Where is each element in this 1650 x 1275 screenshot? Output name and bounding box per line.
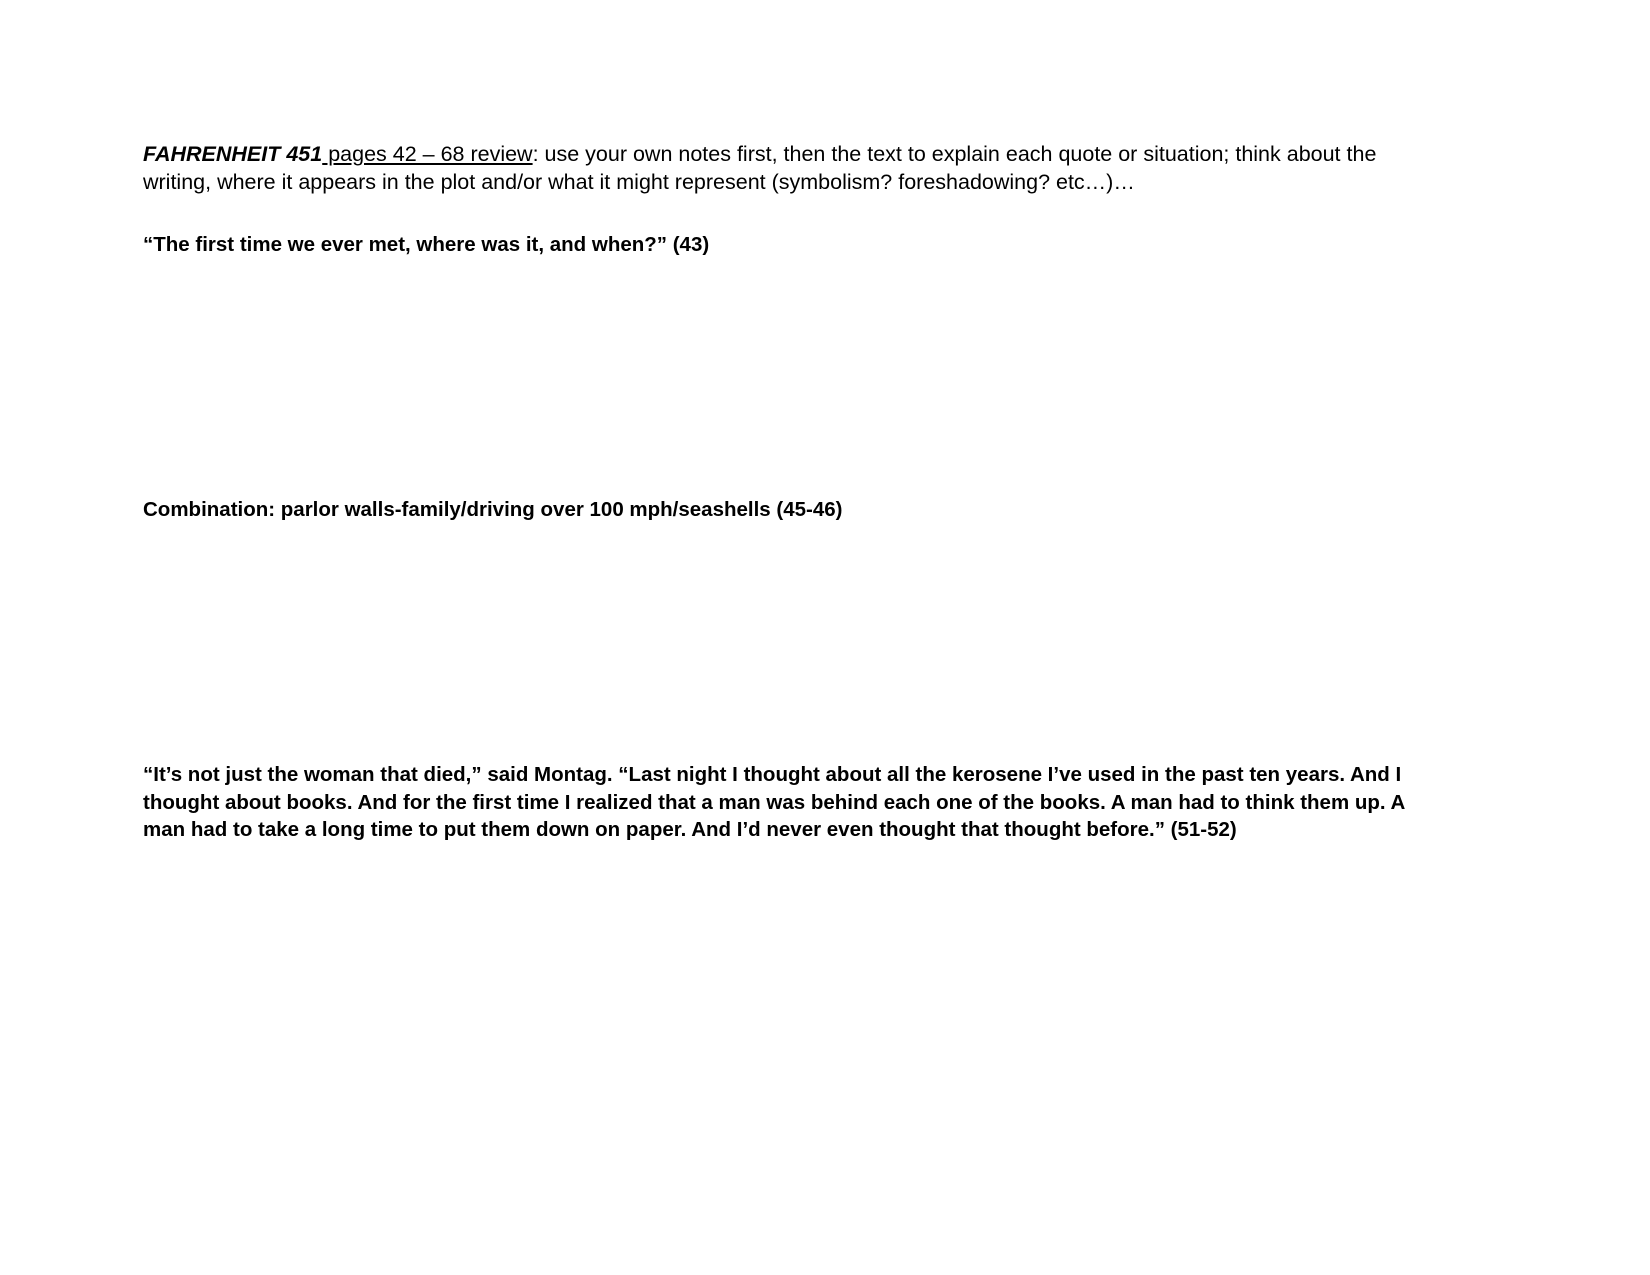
document-body: [143, 140, 1413, 843]
quote-item-1: “The first time we ever met, where was it, and when?” (43): [143, 232, 710, 256]
page-range-label: pages 42 – 68 review: [322, 142, 533, 166]
intro-instructions: : use your own notes first, then the text to explain each quote or situation; think about the writing, where it appears in the plot and/or what it might represent (symbolism? foreshadowing? etc…)…: [143, 142, 1377, 195]
intro-paragraph: [143, 140, 1413, 197]
answer-space-2: [143, 523, 1413, 761]
book-title: FAHRENHEIT 451: [143, 142, 323, 166]
answer-space-1: [143, 258, 1413, 496]
quote-item-3: “It’s not just the woman that died,” said Montag. “Last night I thought about all the kerosene I’ve used in the past ten years. And I thought about books. And for the first time I realized that a man was behind each one of the books. A man had to think them up. A man had to take a long time to put them down on paper. And I’d never even thought that thought before.” (51-52): [143, 763, 1405, 841]
quote-item-2: Combination: parlor walls-family/driving over 100 mph/seashells (45-46): [143, 498, 843, 521]
